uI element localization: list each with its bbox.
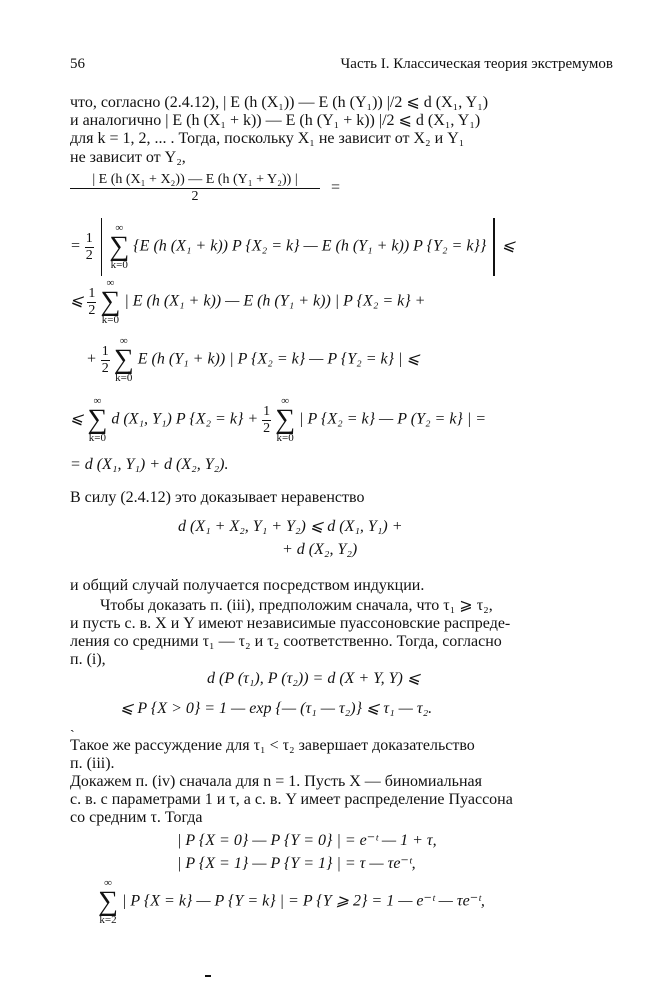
- math-line-5: = d (X₁, Y₁) + d (X₂, Y₂).: [70, 456, 229, 473]
- math-lead: ⩽: [70, 410, 84, 428]
- math-line-3: + $\frac{1}{2}$ ∞ ∑ k=0 E (h (Y₁ + k)) | P {X₂ = k} — P {Y₂ = k} | ⩽: [86, 335, 420, 384]
- text-line: и аналогично | E (h (X₁ + k)) — E (h (Y₁ + k)) |/2 ⩽ d (X₁, Y₁): [70, 112, 481, 129]
- text-line: Чтобы доказать п. (iii), предположим сначала, что τ₁ ⩾ τ₂,: [100, 597, 493, 614]
- math-body: d (X₁, Y₁) P {X₂ = k} +: [111, 410, 259, 428]
- abs-bar-right: [493, 218, 495, 276]
- math-line-1: [70, 218, 515, 276]
- text-line: ления со средними τ₁ — τ₂ и τ₂ соответственно. Тогда, согласно: [70, 633, 502, 650]
- half-denominator: 2: [85, 247, 93, 263]
- math-lead: =: [70, 237, 81, 255]
- text-line: В силу (2.4.12) это доказывает неравенство: [70, 489, 365, 506]
- page-mark: [205, 975, 211, 977]
- text-line: и общий случай получается посредством индукции.: [70, 577, 425, 594]
- equals-sign: =: [330, 179, 341, 197]
- abs-bar-left: [101, 218, 103, 276]
- math-line-4: ⩽ ∞ ∑ k=0 d (X₁, Y₁) P {X₂ = k} + $\frac{1}{2}$ ∞ ∑ k=0 | P {X₂ = k} — P (Y₂ = k} | =: [70, 395, 487, 444]
- equation-1: d (P (τ₁), P (τ₂)) = d (X + Y, Y) ⩽: [207, 670, 421, 687]
- fraction-denominator: 2: [191, 189, 199, 204]
- stray-mark: ˏ: [70, 718, 75, 733]
- equation-3: | P {X = 0} — P {Y = 0} | = e⁻ᵗ — 1 + τ,: [177, 832, 437, 849]
- equation-2: ⩽ P {X > 0} = 1 — exp {— (τ₁ — τ₂)} ⩽ τ₁ — τ₂.: [120, 700, 433, 717]
- math-lead: ⩽: [70, 292, 84, 310]
- running-title: Часть I. Классическая теория экстремумов: [340, 56, 613, 72]
- equation-4: | P {X = 1} — P {Y = 1} | = τ — τe⁻ᵗ,: [177, 855, 416, 872]
- sum-symbol: ∞ ∑ k=0: [113, 335, 134, 384]
- fraction-numerator: | E (h (X₁ + X₂)) — E (h (Y₁ + Y₂)) |: [70, 172, 320, 189]
- text-line: со средним τ. Тогда: [70, 809, 203, 826]
- text-line: и пусть с. в. X и Y имеют независимые пуассоновские распреде-: [70, 615, 511, 632]
- inequality-line-2: + d (X₂, Y₂): [282, 541, 358, 558]
- math-line-2: ⩽ $\frac{1}{2}$ ∞ ∑ k=0 | E (h (X₁ + k)) — E (h (Y₁ + k)) | P {X₂ = k} +: [70, 277, 426, 326]
- page-number: 56: [70, 56, 85, 72]
- text-line: п. (i),: [70, 651, 106, 668]
- half-numerator: 1: [85, 230, 93, 246]
- math-body: | E (h (X₁ + k)) — E (h (Y₁ + k)) | P {X₂ = k} +: [124, 292, 426, 310]
- math-body: {E (h (X₁ + k)) P {X₂ = k} — E (h (Y₁ + k)) P {Y₂ = k}}: [133, 237, 487, 255]
- text-line: п. (iii).: [70, 755, 115, 772]
- text-line: с. в. с параметрами 1 и τ, а с. в. Y имеет распределение Пуассона: [70, 791, 513, 808]
- sum-symbol: ∞ ∑ k=0: [275, 395, 296, 444]
- sum-symbol: ∞ ∑ k=2: [98, 877, 118, 926]
- math-body: | P {X₂ = k} — P (Y₂ = k} | =: [299, 410, 487, 428]
- fraction-equation: [70, 172, 341, 205]
- sum-symbol: ∞ ∑ k=0: [100, 277, 121, 326]
- inequality-line-1: d (X₁ + X₂, Y₁ + Y₂) ⩽ d (X₁, Y₁) +: [178, 518, 403, 535]
- text-line: Такое же рассуждение для τ₁ < τ₂ завершает доказательство: [70, 737, 475, 754]
- math-body: | P {X = k} — P {Y = k} | = P {Y ⩾ 2} = 1 — e⁻ᵗ — τe⁻ᵗ,: [121, 892, 485, 910]
- sum-symbol: ∞ ∑ k=0: [109, 222, 130, 271]
- math-tail: ⩽: [501, 237, 516, 255]
- text-line: Докажем п. (iv) сначала для n = 1. Пусть X — биномиальная: [70, 773, 482, 790]
- text-line: не зависит от Y₂,: [70, 149, 186, 166]
- math-body: E (h (Y₁ + k)) | P {X₂ = k} — P {Y₂ = k} | ⩽: [137, 350, 420, 368]
- equation-5: [98, 878, 485, 926]
- text-line: что, согласно (2.4.12), | E (h (X₁)) — E (h (Y₁)) |/2 ⩽ d (X₁, Y₁): [70, 94, 489, 111]
- sum-symbol: ∞ ∑ k=0: [87, 395, 108, 444]
- math-lead: +: [86, 350, 97, 368]
- text-line: для k = 1, 2, ... . Тогда, поскольку X₁ не зависит от X₂ и Y₁: [70, 130, 465, 147]
